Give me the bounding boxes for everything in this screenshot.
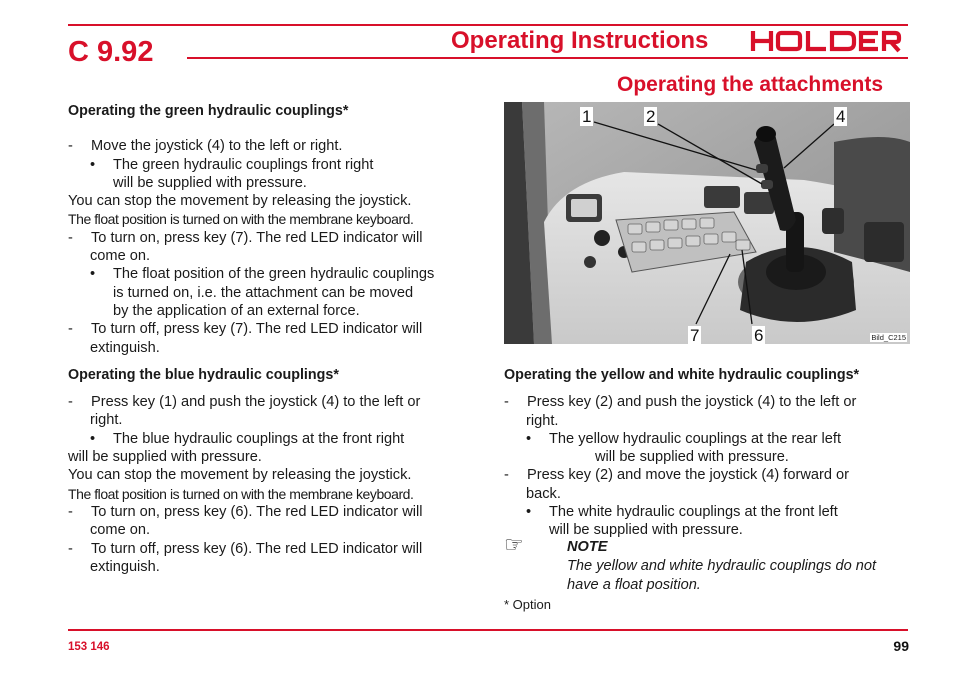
green-turn-off: - To turn off, press key (7). The red LED indicator will: [68, 320, 478, 338]
green-turn-on: - To turn on, press key (7). The red LED indicator will: [68, 229, 478, 247]
blue-step-joystick-cont: right.: [90, 412, 123, 429]
green-couplings-heading: Operating the green hydraulic couplings*: [68, 103, 349, 119]
note-text-line1: The yellow and white hydraulic couplings do not: [567, 558, 877, 574]
yellow-step-cont: right.: [526, 412, 559, 429]
blue-stop-text: You can stop the movement by releasing the joystick.: [68, 467, 412, 484]
note-block: [567, 538, 917, 595]
holder-logo: [750, 29, 902, 53]
blue-float-text: The float position is turned on with the membrane keyboard.: [68, 485, 414, 502]
callout-6: 6: [754, 326, 764, 344]
blue-couplings-heading: Operating the blue hydraulic couplings*: [68, 366, 339, 383]
yellow-step: - Press key (2) and push the joystick (4) to the left or: [504, 393, 914, 411]
footer-rule: [68, 629, 908, 631]
page-number: 99: [893, 638, 909, 654]
section-title: Operating the attachments: [617, 73, 884, 96]
option-footnote: * Option: [504, 597, 551, 612]
green-step-joystick: - Move the joystick (4) to the left or right.: [68, 137, 478, 155]
yellow-bullet-cont: will be supplied with pressure.: [595, 449, 789, 466]
blue-turn-off-cont: extinguish.: [90, 558, 160, 575]
green-bullet: • The green hydraulic couplings front right: [68, 156, 478, 174]
white-bullet-cont: will be supplied with pressure.: [549, 522, 743, 539]
blue-step-joystick: - Press key (1) and push the joystick (4) to the left or: [68, 393, 478, 411]
green-stop-text: You can stop the movement by releasing the joystick.: [68, 193, 412, 210]
right-column: [504, 366, 914, 540]
callout-2: 2: [646, 107, 656, 126]
yellow-bullet: • The yellow hydraulic couplings at the rear left: [504, 430, 914, 448]
control-panel-illustration: [504, 102, 910, 344]
joystick-control-photo: [504, 102, 910, 344]
green-turn-off-cont: extinguish.: [90, 339, 160, 356]
blue-bullet: • The blue hydraulic couplings at the front right: [68, 430, 478, 448]
callout-7: 7: [690, 326, 700, 344]
white-step: - Press key (2) and move the joystick (4) forward or: [504, 466, 914, 484]
yellow-white-heading: Operating the yellow and white hydraulic couplings*: [504, 367, 860, 383]
blue-turn-off: - To turn off, press key (6). The red LED indicator will: [68, 540, 478, 558]
white-step-cont: back.: [526, 485, 561, 502]
pointing-hand-icon: ☞: [504, 532, 524, 557]
blue-turn-on: - To turn on, press key (6). The red LED indicator will: [68, 503, 478, 521]
note-label: NOTE: [567, 539, 608, 555]
green-float-bullet-cont2: by the application of an external force.: [113, 302, 360, 319]
title-rule: [187, 57, 908, 59]
green-turn-on-cont: come on.: [90, 248, 151, 265]
top-rule: [68, 24, 908, 26]
blue-turn-on-cont: come on.: [90, 522, 151, 539]
callout-4: 4: [836, 107, 846, 126]
left-column: [68, 102, 478, 576]
figure-caption: Bild_C215: [871, 333, 906, 342]
chapter-number: C 9.92: [68, 36, 154, 68]
document-number: 153 146: [68, 641, 110, 653]
callout-1: 1: [582, 107, 592, 126]
green-float-bullet: • The float position of the green hydraulic couplings: [68, 265, 478, 283]
note-text-line2: have a float position.: [567, 577, 701, 593]
document-title: Operating Instructions: [451, 27, 709, 54]
green-bullet-cont: will be supplied with pressure.: [113, 174, 307, 191]
blue-bullet-cont: will be supplied with pressure.: [68, 449, 262, 466]
white-bullet: • The white hydraulic couplings at the front left: [504, 503, 914, 521]
green-float-text: The float position is turned on with the membrane keyboard.: [68, 211, 414, 228]
green-float-bullet-cont1: is turned on, i.e. the attachment can be moved: [113, 284, 414, 301]
